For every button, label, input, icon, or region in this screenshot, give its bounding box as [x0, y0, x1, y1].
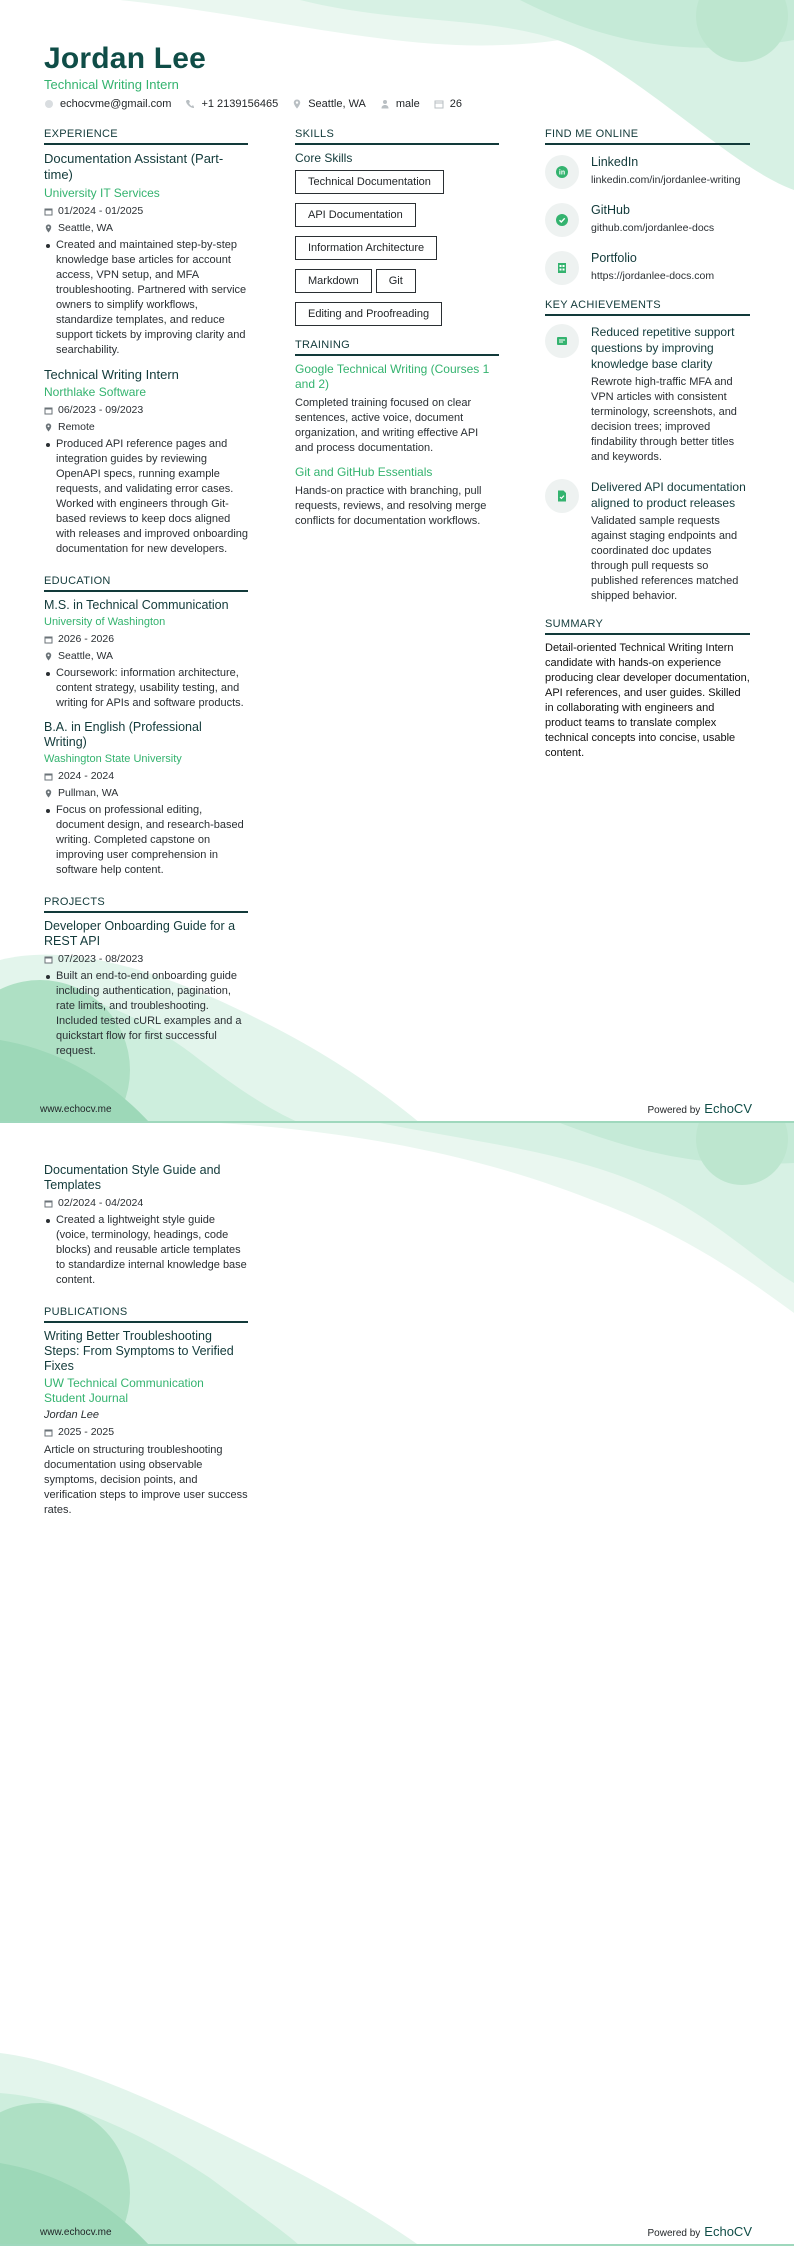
- achievements-heading: KEY ACHIEVEMENTS: [545, 299, 750, 316]
- summary-heading: SUMMARY: [545, 618, 750, 635]
- summary-text: Detail-oriented Technical Writing Intern candidate with hands-on experience producing clear developer documentation, API references, and user guides. Skilled in collaborating with engineers and product teams to translate complex technical concepts into concise, usable content.: [545, 642, 750, 759]
- achievement-title: Delivered API documentation aligned to product releases: [591, 480, 746, 510]
- online-link-portfolio[interactable]: [545, 251, 750, 285]
- achievement-icon-circle: [545, 324, 579, 358]
- link-label: GitHub: [591, 203, 630, 217]
- training-title: Git and GitHub Essentials: [295, 465, 433, 479]
- link-url[interactable]: linkedin.com/in/jordanlee-writing: [591, 174, 741, 186]
- edu-dates: 2026 - 2026: [58, 633, 115, 645]
- education-item: [44, 720, 248, 878]
- location-pin-icon: [292, 99, 302, 109]
- contact-row: [44, 98, 476, 110]
- job-dates-row: [44, 403, 248, 417]
- school-name: Washington State University: [44, 753, 182, 765]
- job-location-row: [44, 420, 248, 434]
- job-location: Remote: [58, 421, 95, 433]
- calendar-icon: [44, 1428, 53, 1437]
- edu-location: Pullman, WA: [58, 787, 119, 799]
- footer-brand[interactable]: EchoCV: [704, 1101, 752, 1116]
- project-title: Documentation Style Guide and Templates: [44, 1163, 221, 1192]
- publication-item: [44, 1329, 248, 1518]
- experience-item: [44, 151, 248, 358]
- publications-heading: PUBLICATIONS: [44, 1306, 248, 1323]
- person-icon: [380, 99, 390, 109]
- project-dates-row: [44, 952, 248, 966]
- gender-text: male: [395, 98, 420, 110]
- contact-phone[interactable]: [185, 98, 278, 110]
- education-item: [44, 598, 248, 711]
- candidate-name: Jordan Lee: [44, 42, 207, 75]
- achievement-title: Reduced repetitive support questions by improving knowledge base clarity: [591, 325, 735, 371]
- document-icon: [556, 490, 568, 502]
- github-icon: [556, 214, 568, 226]
- publication-title: Writing Better Troubleshooting Steps: From Symptoms to Verified Fixes: [44, 1329, 234, 1373]
- skill-chip: Editing and Proofreading: [295, 302, 442, 326]
- job-title: Technical Writing Intern: [44, 367, 179, 382]
- footer-powered-text: Powered by: [647, 2228, 701, 2239]
- training-text: Hands-on practice with branching, pull requests, reviews, and resolving merge conflicts for documentation workflows.: [295, 485, 487, 527]
- job-dates: 01/2024 - 01/2025: [58, 205, 144, 217]
- job-location-row: [44, 221, 248, 235]
- skill-chip: Markdown: [295, 269, 372, 293]
- project-bullet: Built an end-to-end onboarding guide including authentication, pagination, rate limits, and troubleshooting. Included tested cURL examples and a quickstart flow for first successful request.: [44, 969, 248, 1059]
- link-icon-circle: [545, 203, 579, 237]
- link-icon-circle: [545, 155, 579, 189]
- projects-heading: PROJECTS: [44, 896, 248, 913]
- footer-powered-text: Powered by: [647, 1105, 701, 1116]
- project-bullet: Created a lightweight style guide (voice, terminology, headings, code blocks) and reusable article templates to standardize internal knowledge base content.: [44, 1213, 248, 1288]
- education-heading: EDUCATION: [44, 575, 248, 592]
- online-link-github[interactable]: [545, 203, 750, 237]
- link-icon-circle: [545, 251, 579, 285]
- edu-bullets: [44, 666, 248, 711]
- email-text: echocvme@gmail.com: [60, 98, 172, 110]
- project-dates: 07/2023 - 08/2023: [58, 953, 144, 965]
- job-bullets: [44, 238, 248, 358]
- linkedin-icon: [556, 166, 568, 178]
- achievement-text: Validated sample requests against staging endpoints and coordinated doc updates through pull requests so published references matched shipped behavior.: [591, 515, 739, 602]
- edu-bullet: Focus on professional editing, document design, and research-based writing. Completed capstone on improving user comprehension in software help content.: [44, 803, 248, 878]
- calendar-icon: [44, 635, 53, 644]
- edu-location-row: [44, 649, 248, 663]
- experience-item: [44, 367, 248, 557]
- edu-bullet: Coursework: information architecture, content strategy, usability testing, and writing for APIs and software products.: [44, 666, 248, 711]
- training-item: [295, 465, 499, 529]
- project-dates: 02/2024 - 04/2024: [58, 1197, 144, 1209]
- publication-dates: 2025 - 2025: [58, 1426, 115, 1438]
- edu-bullets: [44, 803, 248, 878]
- job-dates: 06/2023 - 09/2023: [58, 404, 144, 416]
- project-title: Developer Onboarding Guide for a REST API: [44, 919, 236, 948]
- location-pin-icon: [44, 652, 53, 661]
- contact-location: [292, 98, 366, 110]
- calendar-icon: [434, 99, 444, 109]
- location-pin-icon: [44, 423, 53, 432]
- footer-powered: [647, 2224, 752, 2239]
- contact-gender: [380, 98, 420, 110]
- training-title: Google Technical Writing (Courses 1 and 2): [295, 362, 490, 391]
- school-name: University of Washington: [44, 616, 166, 628]
- skill-chip: API Documentation: [295, 203, 416, 227]
- calendar-icon: [44, 1199, 53, 1208]
- location-pin-icon: [44, 224, 53, 233]
- online-link-linkedin[interactable]: [545, 155, 750, 189]
- job-bullet: Produced API reference pages and integration guides by reviewing OpenAPI specs, running example requests, and validating error cases. Worked with engineers through Git-based reviews to keep docs aligned with releases and improved onboarding documentation for new developers.: [44, 437, 248, 557]
- project-item: [44, 1163, 248, 1288]
- edu-dates: 2024 - 2024: [58, 770, 115, 782]
- resume-page-2: [0, 1123, 794, 2246]
- job-dates-row: [44, 204, 248, 218]
- link-url[interactable]: github.com/jordanlee-docs: [591, 222, 715, 234]
- skills-group-title: Core Skills: [295, 151, 353, 165]
- project-dates-row: [44, 1196, 248, 1210]
- footer-site-link[interactable]: www.echocv.me: [40, 1104, 112, 1115]
- training-heading: TRAINING: [295, 339, 499, 356]
- publication-author: Jordan Lee: [44, 1409, 100, 1421]
- email-icon: [44, 99, 54, 109]
- achievement-item: [545, 324, 750, 465]
- candidate-role: Technical Writing Intern: [44, 77, 179, 92]
- skill-chip: Technical Documentation: [295, 170, 444, 194]
- achievement-text: Rewrote high-traffic MFA and VPN articles with consistent terminology, screenshots, and decision trees; improved findability through better titles and keywords.: [591, 376, 737, 463]
- right-column: [545, 128, 750, 761]
- middle-column: [295, 128, 499, 538]
- phone-text: +1 2139156465: [201, 98, 279, 110]
- svg-text:in: in: [558, 169, 566, 177]
- publication-dates-row: [44, 1425, 248, 1439]
- degree-title: B.A. in English (Professional Writing): [44, 720, 202, 749]
- skills-heading: SKILLS: [295, 128, 499, 145]
- age-text: 26: [449, 98, 462, 110]
- training-text: Completed training focused on clear sentences, active voice, document organization, and writing effective API and process documentation.: [295, 397, 479, 454]
- message-icon: [556, 335, 568, 347]
- calendar-icon: [44, 772, 53, 781]
- edu-dates-row: [44, 769, 248, 783]
- link-url[interactable]: https://jordanlee-docs.com: [591, 270, 715, 282]
- achievement-item: [545, 479, 750, 604]
- skills-chips: [295, 170, 499, 335]
- job-location: Seattle, WA: [58, 222, 114, 234]
- company-name: Northlake Software: [44, 385, 147, 399]
- skill-chip: Git: [376, 269, 416, 293]
- location-pin-icon: [44, 789, 53, 798]
- skill-chip: Information Architecture: [295, 236, 437, 260]
- calendar-icon: [44, 955, 53, 964]
- job-bullet: Created and maintained step-by-step knowledge base articles for account access, VPN setup, and MFA troubleshooting. Partnered with service owners to simplify workflows, standardize templates, and reduce support tickets by improving clarity and searchability.: [44, 238, 248, 358]
- publication-text: Article on structuring troubleshooting documentation using observable symptoms, decision points, and verification steps to improve user success rates.: [44, 1444, 248, 1516]
- achievement-icon-circle: [545, 479, 579, 513]
- left-column-page-2: [44, 1163, 248, 1527]
- training-item: [295, 362, 499, 456]
- portfolio-icon: [556, 262, 568, 274]
- location-text: Seattle, WA: [308, 98, 366, 110]
- publication-publisher: UW Technical Communication Student Journal: [44, 1376, 204, 1405]
- online-heading: FIND ME ONLINE: [545, 128, 750, 145]
- footer-site-link[interactable]: www.echocv.me: [40, 2227, 112, 2238]
- edu-location-row: [44, 786, 248, 800]
- contact-email[interactable]: [44, 98, 171, 110]
- job-title: Documentation Assistant (Part-time): [44, 151, 224, 182]
- left-column: [44, 128, 248, 1068]
- experience-heading: EXPERIENCE: [44, 128, 248, 145]
- calendar-icon: [44, 406, 53, 415]
- footer-brand[interactable]: EchoCV: [704, 2224, 752, 2239]
- footer-powered: [647, 1101, 752, 1116]
- edu-dates-row: [44, 632, 248, 646]
- company-name: University IT Services: [44, 186, 160, 200]
- link-label: LinkedIn: [591, 155, 639, 169]
- link-label: Portfolio: [591, 251, 637, 265]
- phone-icon: [185, 99, 195, 109]
- degree-title: M.S. in Technical Communication: [44, 598, 229, 612]
- calendar-icon: [44, 207, 53, 216]
- project-bullets: [44, 1213, 248, 1288]
- project-item: [44, 919, 248, 1059]
- job-bullets: [44, 437, 248, 557]
- contact-age: [434, 98, 462, 110]
- edu-location: Seattle, WA: [58, 650, 114, 662]
- project-bullets: [44, 969, 248, 1059]
